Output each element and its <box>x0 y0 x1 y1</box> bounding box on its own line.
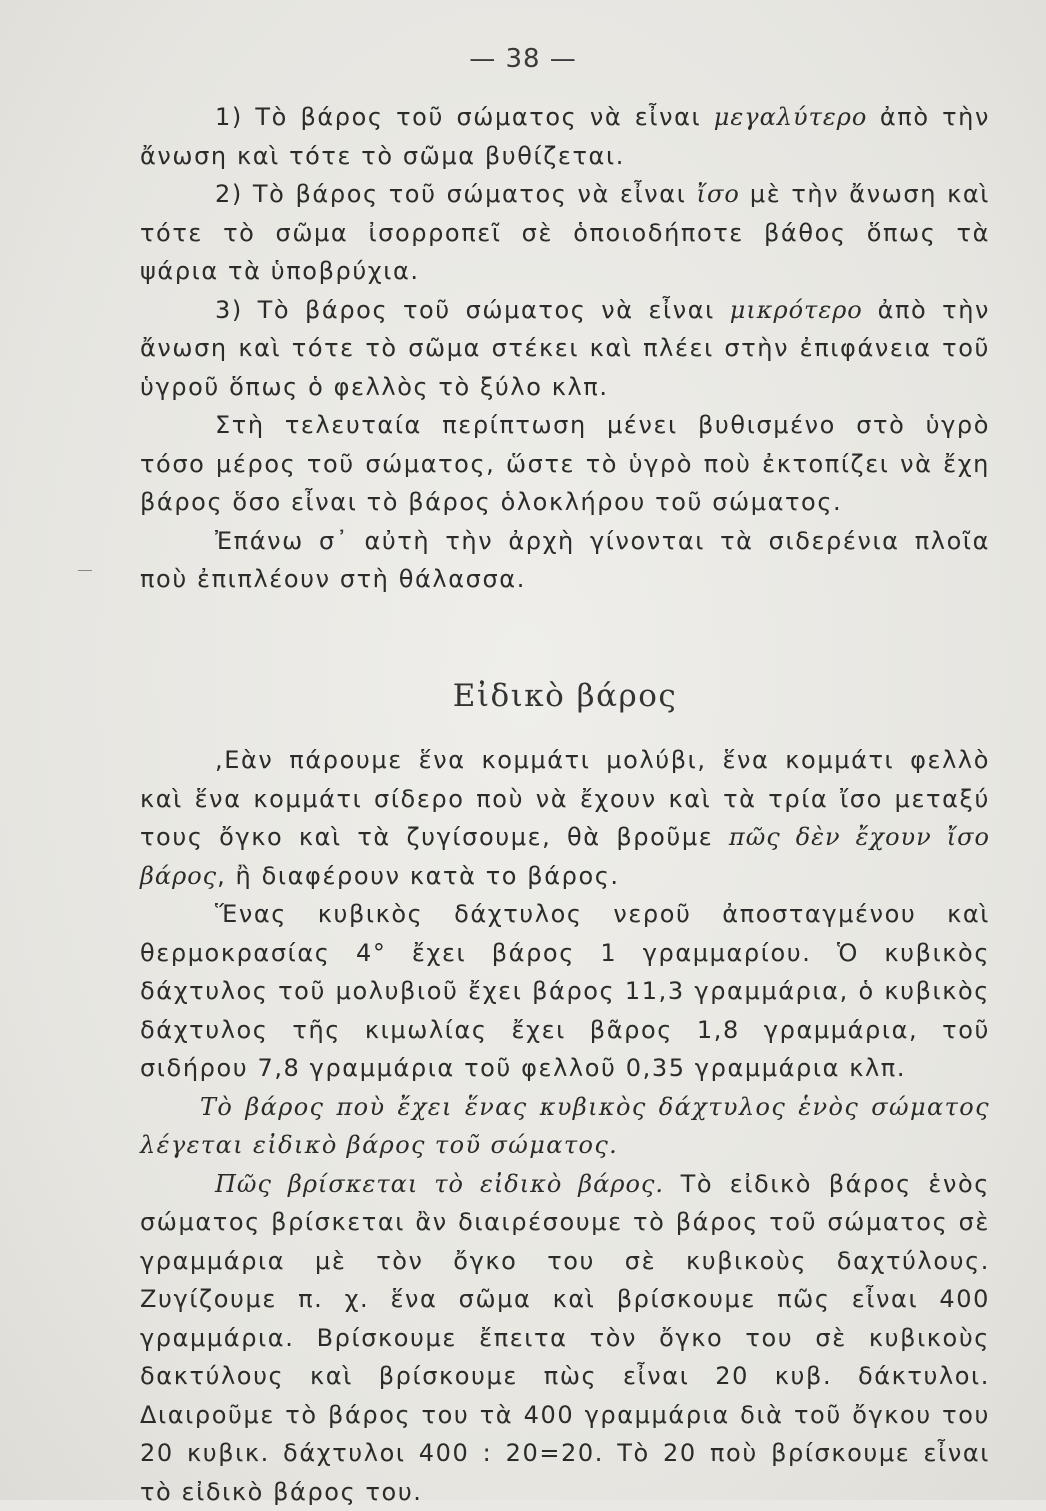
margin-mark <box>78 570 92 571</box>
case-2-text-end: μὲ τὴν ἄνωση καὶ τότε τὸ σῶμα ἰσορροπεῖ σὲ ὁποιοδήποτε βάθος ὅπως τὰ ψάρια τὰ ὑποβρύχια. <box>140 180 990 285</box>
weights-text-end: , ἢ διαφέρουν κατὰ το βάρος. <box>217 862 620 890</box>
method-text: Τὸ εἰδικὸ βάρος ἑνὸς σώματος βρίσκεται ἂν διαιρέσουμε τὸ βάρος τοῦ σώματος σὲ γραμμάρια μὲ τὸν ὄγκο του σὲ κυβικοὺς δαχτύλους. Ζυγίζουμε π. χ. ἕνα σῶμα καὶ βρίσκουμε πῶς εἶναι 400 γραμμάρια. Βρίσκουμε ἔπειτα τὸν ὄγκο του σὲ κυβικοὺς δακτύλους καὶ βρίσκουμε πὼς εἶναι 20 κυβ. δάκτυλοι. Διαιροῦμε τὸ βάρος του τὰ 400 γραμμάρια διὰ τοῦ ὄγκου του 20 κυβικ. δάχτυλοι 400 : 20=20. Τὸ 20 ποὺ βρίσκουμε εἶναι τὸ εἰδικὸ βάρος του. <box>140 1170 990 1506</box>
last-case-paragraph: Στὴ τελευταία περίπτωση μένει βυθισμένο στὸ ὑγρὸ τόσο μέρος τοῦ σώματος, ὥστε τὸ ὑγρὸ ποὺ ἐκτοπίζει νὰ ἔχη βάρος ὅσο εἶναι τὸ βάρος ὁλοκλήρου τοῦ σώματος. <box>140 406 990 522</box>
case-1-emphasis: μεγαλύτερο <box>714 103 868 131</box>
page-body <box>140 98 990 1511</box>
page-number: — 38 — <box>0 44 1046 74</box>
case-1-text-end: ἀπὸ τὴν ἄνωση καὶ τότε τὸ σῶμα βυθίζεται. <box>140 103 990 170</box>
case-1-paragraph <box>140 98 990 175</box>
case-2-emphasis: ἴσο <box>697 180 740 208</box>
case-3-text-end: ἀπὸ τὴν ἄνωση καὶ τότε τὸ σῶμα στέκει καὶ πλέει στὴν ἐπιφάνεια τοῦ ὑγροῦ ὅπως ὁ φελλὸς τὸ ξύλο κλπ. <box>140 296 990 401</box>
weights-emphasis: πῶς δὲν ἔχουν ἴσο βάρος <box>140 823 990 890</box>
method-paragraph <box>140 1165 990 1511</box>
case-2-paragraph <box>140 175 990 291</box>
definition-paragraph: Τὸ βάρος ποὺ ἔχει ἕνας κυβικὸς δάχτυλος ἑνὸς σώματος λέγεται εἰδικὸ βάρος τοῦ σώματος. <box>140 1088 990 1165</box>
cubic-inch-paragraph: Ἕνας κυβικὸς δάχτυλος νεροῦ ἀποσταγμένου καὶ θερμοκρασίας 4° ἔχει βάρος 1 γραμμαρίου. Ὁ κυβικὸς δάχτυλος τοῦ μολυβιοῦ ἔχει βάρος 11,3 γραμμάρια, ὁ κυβικὸς δάχτυλος τῆς κιμωλίας ἔχει βᾶρος 1,8 γραμμάρια, τοῦ σιδήρου 7,8 γραμμάρια τοῦ φελλοῦ 0,35 γραμμάρια κλπ. <box>140 895 990 1088</box>
case-3-emphasis: μικρότερο <box>730 296 863 324</box>
section-heading: Εἰδικὸ βάρος <box>140 677 990 716</box>
weights-paragraph <box>140 741 990 895</box>
ships-paragraph: Ἐπάνω σ᾽ αὐτὴ τὴν ἀρχὴ γίνονται τὰ σιδερένια πλοῖα ποὺ ἐπιπλέουν στὴ θάλασσα. <box>140 522 990 599</box>
case-3-text: 3) Τὸ βάρος τοῦ σώματος νὰ εἶναι <box>215 296 730 324</box>
case-3-paragraph <box>140 291 990 407</box>
weights-text: ,Εὰν πάρουμε ἕνα κομμάτι μολύβι, ἕνα κομμάτι φελλὸ καὶ ἕνα κομμάτι σίδερο ποὺ νὰ ἔχουν καὶ τὰ τρία ἴσο μεταξύ τους ὄγκο καὶ τὰ ζυγίσουμε, θὰ βροῦμε <box>140 746 990 851</box>
case-2-text: 2) Τὸ βάρος τοῦ σώματος νὰ εἶναι <box>215 180 697 208</box>
method-lead: Πῶς βρίσκεται τὸ εἰδικὸ βάρος. <box>215 1170 664 1198</box>
case-1-text: 1) Τὸ βάρος τοῦ σώματος νὰ εἶναι <box>215 103 714 131</box>
